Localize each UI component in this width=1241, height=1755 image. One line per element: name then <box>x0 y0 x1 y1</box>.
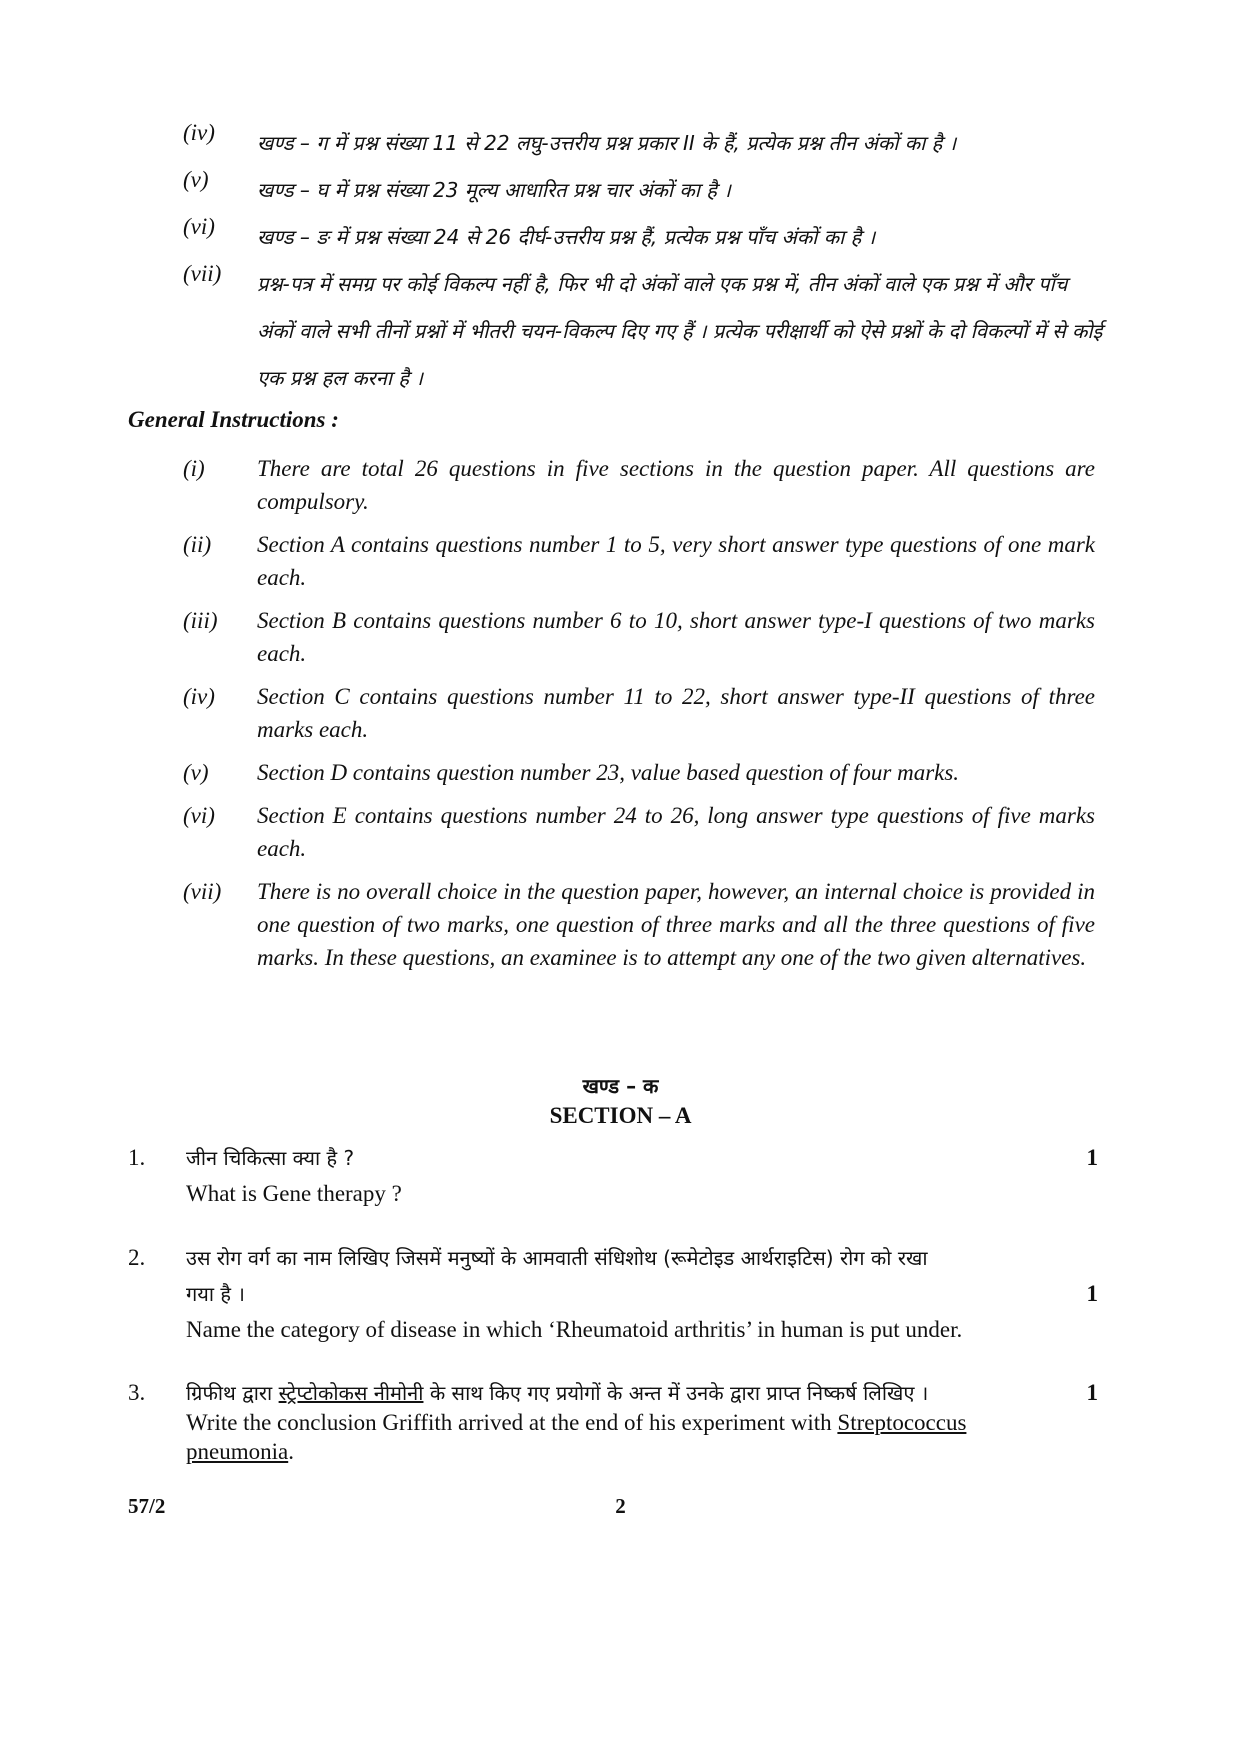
item-number: (v) <box>183 167 209 192</box>
text-fragment: के साथ किए गए प्रयोगों के अन्त में उनके द्वारा प्राप्त निष्कर्ष लिखिए । <box>423 1381 929 1405</box>
question-text-hindi: जीन चिकित्सा क्या है ? <box>186 1146 355 1170</box>
item-text: खण्ड – ङ में प्रश्न संख्या 24 से 26 दीर्घ-उत्तरीय प्रश्न हैं, प्रत्येक प्रश्न पाँच अंकों का है । <box>257 225 876 249</box>
item-number: (vii) <box>183 879 222 904</box>
instruction-item <box>183 452 1095 518</box>
question-number: 2. <box>128 1245 146 1270</box>
question-text-hindi <box>186 1378 1056 1408</box>
item-number: (iv) <box>183 684 215 709</box>
question-1 <box>128 1140 1098 1220</box>
item-text: खण्ड – ग में प्रश्न संख्या 11 से 22 लघु-उत्तरीय प्रश्न प्रकार II के हैं, प्रत्येक प्रश्न तीन अंकों का है । <box>257 131 957 155</box>
text-fragment: ग्रिफीथ द्वारा <box>186 1381 279 1405</box>
instruction-item <box>183 875 1095 974</box>
item-number: (v) <box>183 760 209 785</box>
item-text: खण्ड – घ में प्रश्न संख्या 23 मूल्य आधारित प्रश्न चार अंकों का है । <box>257 178 731 202</box>
item-text: Section C contains questions number 11 to 22, short answer type-II questions of three marks each. <box>257 684 1095 742</box>
item-text: Section A contains questions number 1 to 5, very short answer type questions of one mark each. <box>257 532 1095 590</box>
question-2 <box>128 1240 1098 1360</box>
question-text-english-cont <box>186 1438 1056 1466</box>
section-heading-hindi: खण्ड – क <box>582 1074 659 1098</box>
instruction-item <box>183 604 1095 670</box>
item-number: (vii) <box>183 261 222 286</box>
hindi-instructions <box>183 120 1103 402</box>
item-text: Section B contains questions number 6 to 10, short answer type-I questions of two marks each. <box>257 608 1095 666</box>
general-instructions <box>183 452 1095 984</box>
item-number: (iii) <box>183 608 218 633</box>
question-number: 3. <box>128 1380 146 1405</box>
hindi-instruction-item <box>183 167 1103 214</box>
item-text: There is no overall choice in the question paper, however, an internal choice is provided in one question of two marks, one question of three marks and all the three questions of five marks. In these questions, an examinee is to attempt any one of the two given alternatives. <box>257 879 1095 970</box>
question-text-hindi-cont: गया है । <box>186 1282 245 1306</box>
hindi-instruction-item <box>183 214 1103 261</box>
instruction-item <box>183 756 1095 789</box>
hindi-instruction-item <box>183 261 1103 402</box>
question-marks: 1 <box>1086 1281 1098 1306</box>
instruction-item <box>183 528 1095 594</box>
underlined-term: स्ट्रेप्टोकोकस नीमोनी <box>278 1381 424 1405</box>
item-number: (vi) <box>183 803 215 828</box>
instruction-item <box>183 799 1095 865</box>
question-text-english: Name the category of disease in which ‘Rheumatoid arthritis’ in human is put under. <box>186 1317 963 1342</box>
page-number: 2 <box>615 1494 626 1518</box>
item-text: Section D contains question number 23, value based question of four marks. <box>257 760 960 785</box>
question-body <box>186 1240 1056 1348</box>
hindi-instruction-item <box>183 120 1103 167</box>
question-body <box>186 1378 1056 1466</box>
question-marks: 1 <box>1086 1145 1098 1170</box>
underlined-term: pneumonia <box>186 1439 289 1464</box>
item-text: प्रश्न-पत्र में समग्र पर कोई विकल्प नहीं है, फिर भी दो अंकों वाले एक प्रश्न में, तीन अंकों वाले एक प्रश्न में और पाँच अंकों वाले सभी तीनों प्रश्नों में भीतरी चयन-विकल्प दिए गए हैं । प्रत्येक परीक्षार्थी को ऐसे प्रश्नों के दो विकल्पों में से कोई एक प्रश्न हल करना है । <box>257 272 1103 390</box>
question-text-hindi: उस रोग वर्ग का नाम लिखिए जिसमें मनुष्यों के आमवाती संधिशोथ (रूमेटोइड आर्थराइटिस) रोग को रखा <box>186 1246 928 1270</box>
item-number: (i) <box>183 456 205 481</box>
question-body <box>186 1140 1056 1212</box>
question-text-english: What is Gene therapy ? <box>186 1181 402 1206</box>
question-number: 1. <box>128 1145 146 1170</box>
underlined-term: Streptococcus <box>837 1410 967 1435</box>
item-number: (vi) <box>183 214 215 239</box>
item-number: (ii) <box>183 532 212 557</box>
instruction-item <box>183 680 1095 746</box>
text-fragment: . <box>288 1439 294 1464</box>
section-heading-english: SECTION – A <box>549 1103 692 1128</box>
item-text: There are total 26 questions in five sections in the question paper. All questions are compulsory. <box>257 456 1095 514</box>
item-number: (iv) <box>183 120 215 145</box>
text-fragment: Write the conclusion Griffith arrived at the end of his experiment with <box>186 1410 838 1435</box>
item-text: Section E contains questions number 24 to 26, long answer type questions of five marks each. <box>257 803 1095 861</box>
question-text-english <box>186 1408 1056 1438</box>
paper-code: 57/2 <box>128 1494 166 1518</box>
question-marks: 1 <box>1086 1380 1098 1405</box>
question-3 <box>128 1378 1098 1478</box>
general-instructions-title: General Instructions : <box>128 407 339 432</box>
